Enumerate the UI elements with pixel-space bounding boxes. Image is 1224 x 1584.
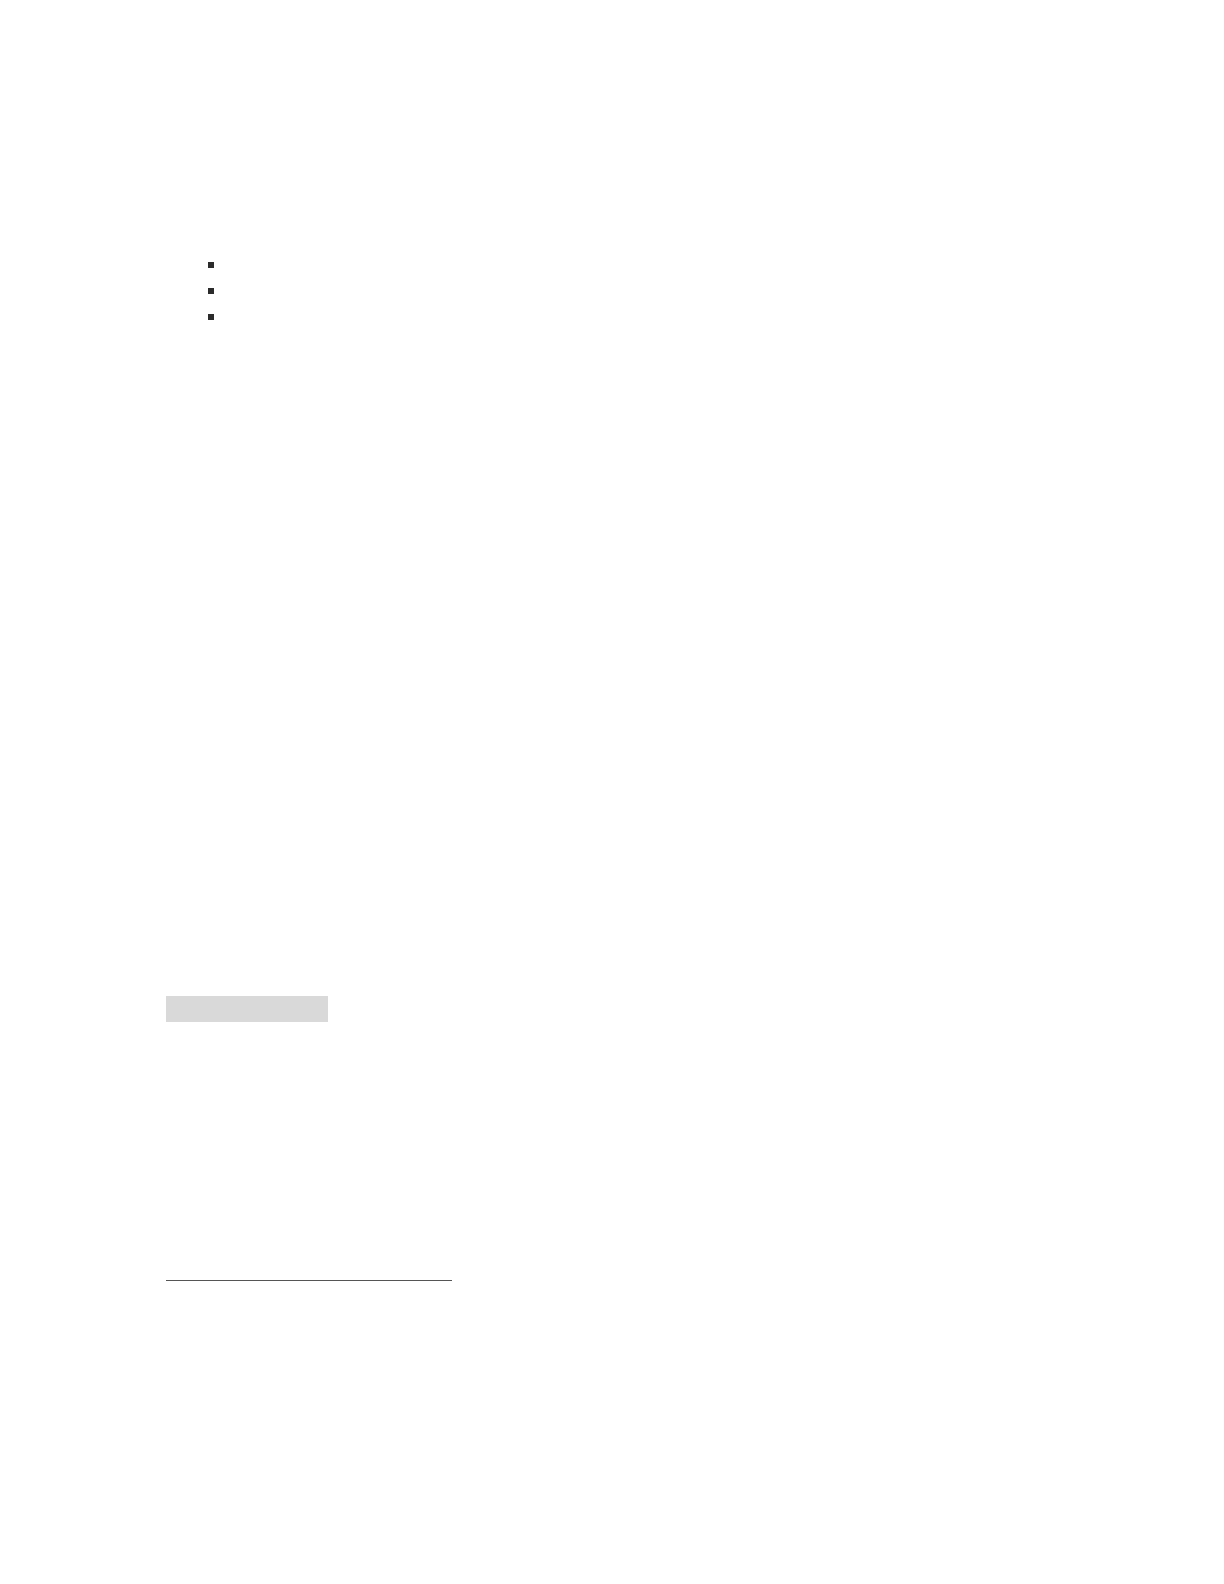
bullet-icon [208, 288, 214, 294]
list-item [206, 252, 1046, 278]
body-paragraph [166, 780, 1046, 962]
indented-paragraph [206, 620, 1046, 750]
indented-paragraph [206, 356, 1046, 434]
footnote-divider [166, 1280, 452, 1281]
intro-paragraph [166, 144, 1046, 222]
list-item [206, 278, 1046, 304]
footnote [166, 1319, 1046, 1336]
numbered-list [206, 462, 1046, 592]
section-paragraph [166, 1042, 1046, 1224]
bullet-list [206, 252, 1046, 330]
list-item [206, 540, 1046, 592]
list-item [206, 304, 1046, 330]
section-heading [166, 996, 328, 1022]
footnote [166, 1296, 1046, 1313]
footnotes [166, 1296, 1046, 1342]
list-item [206, 488, 1046, 540]
document-page [166, 144, 1046, 1444]
bullet-icon [208, 314, 214, 320]
bullet-icon [208, 262, 214, 268]
list-item [206, 462, 1046, 488]
